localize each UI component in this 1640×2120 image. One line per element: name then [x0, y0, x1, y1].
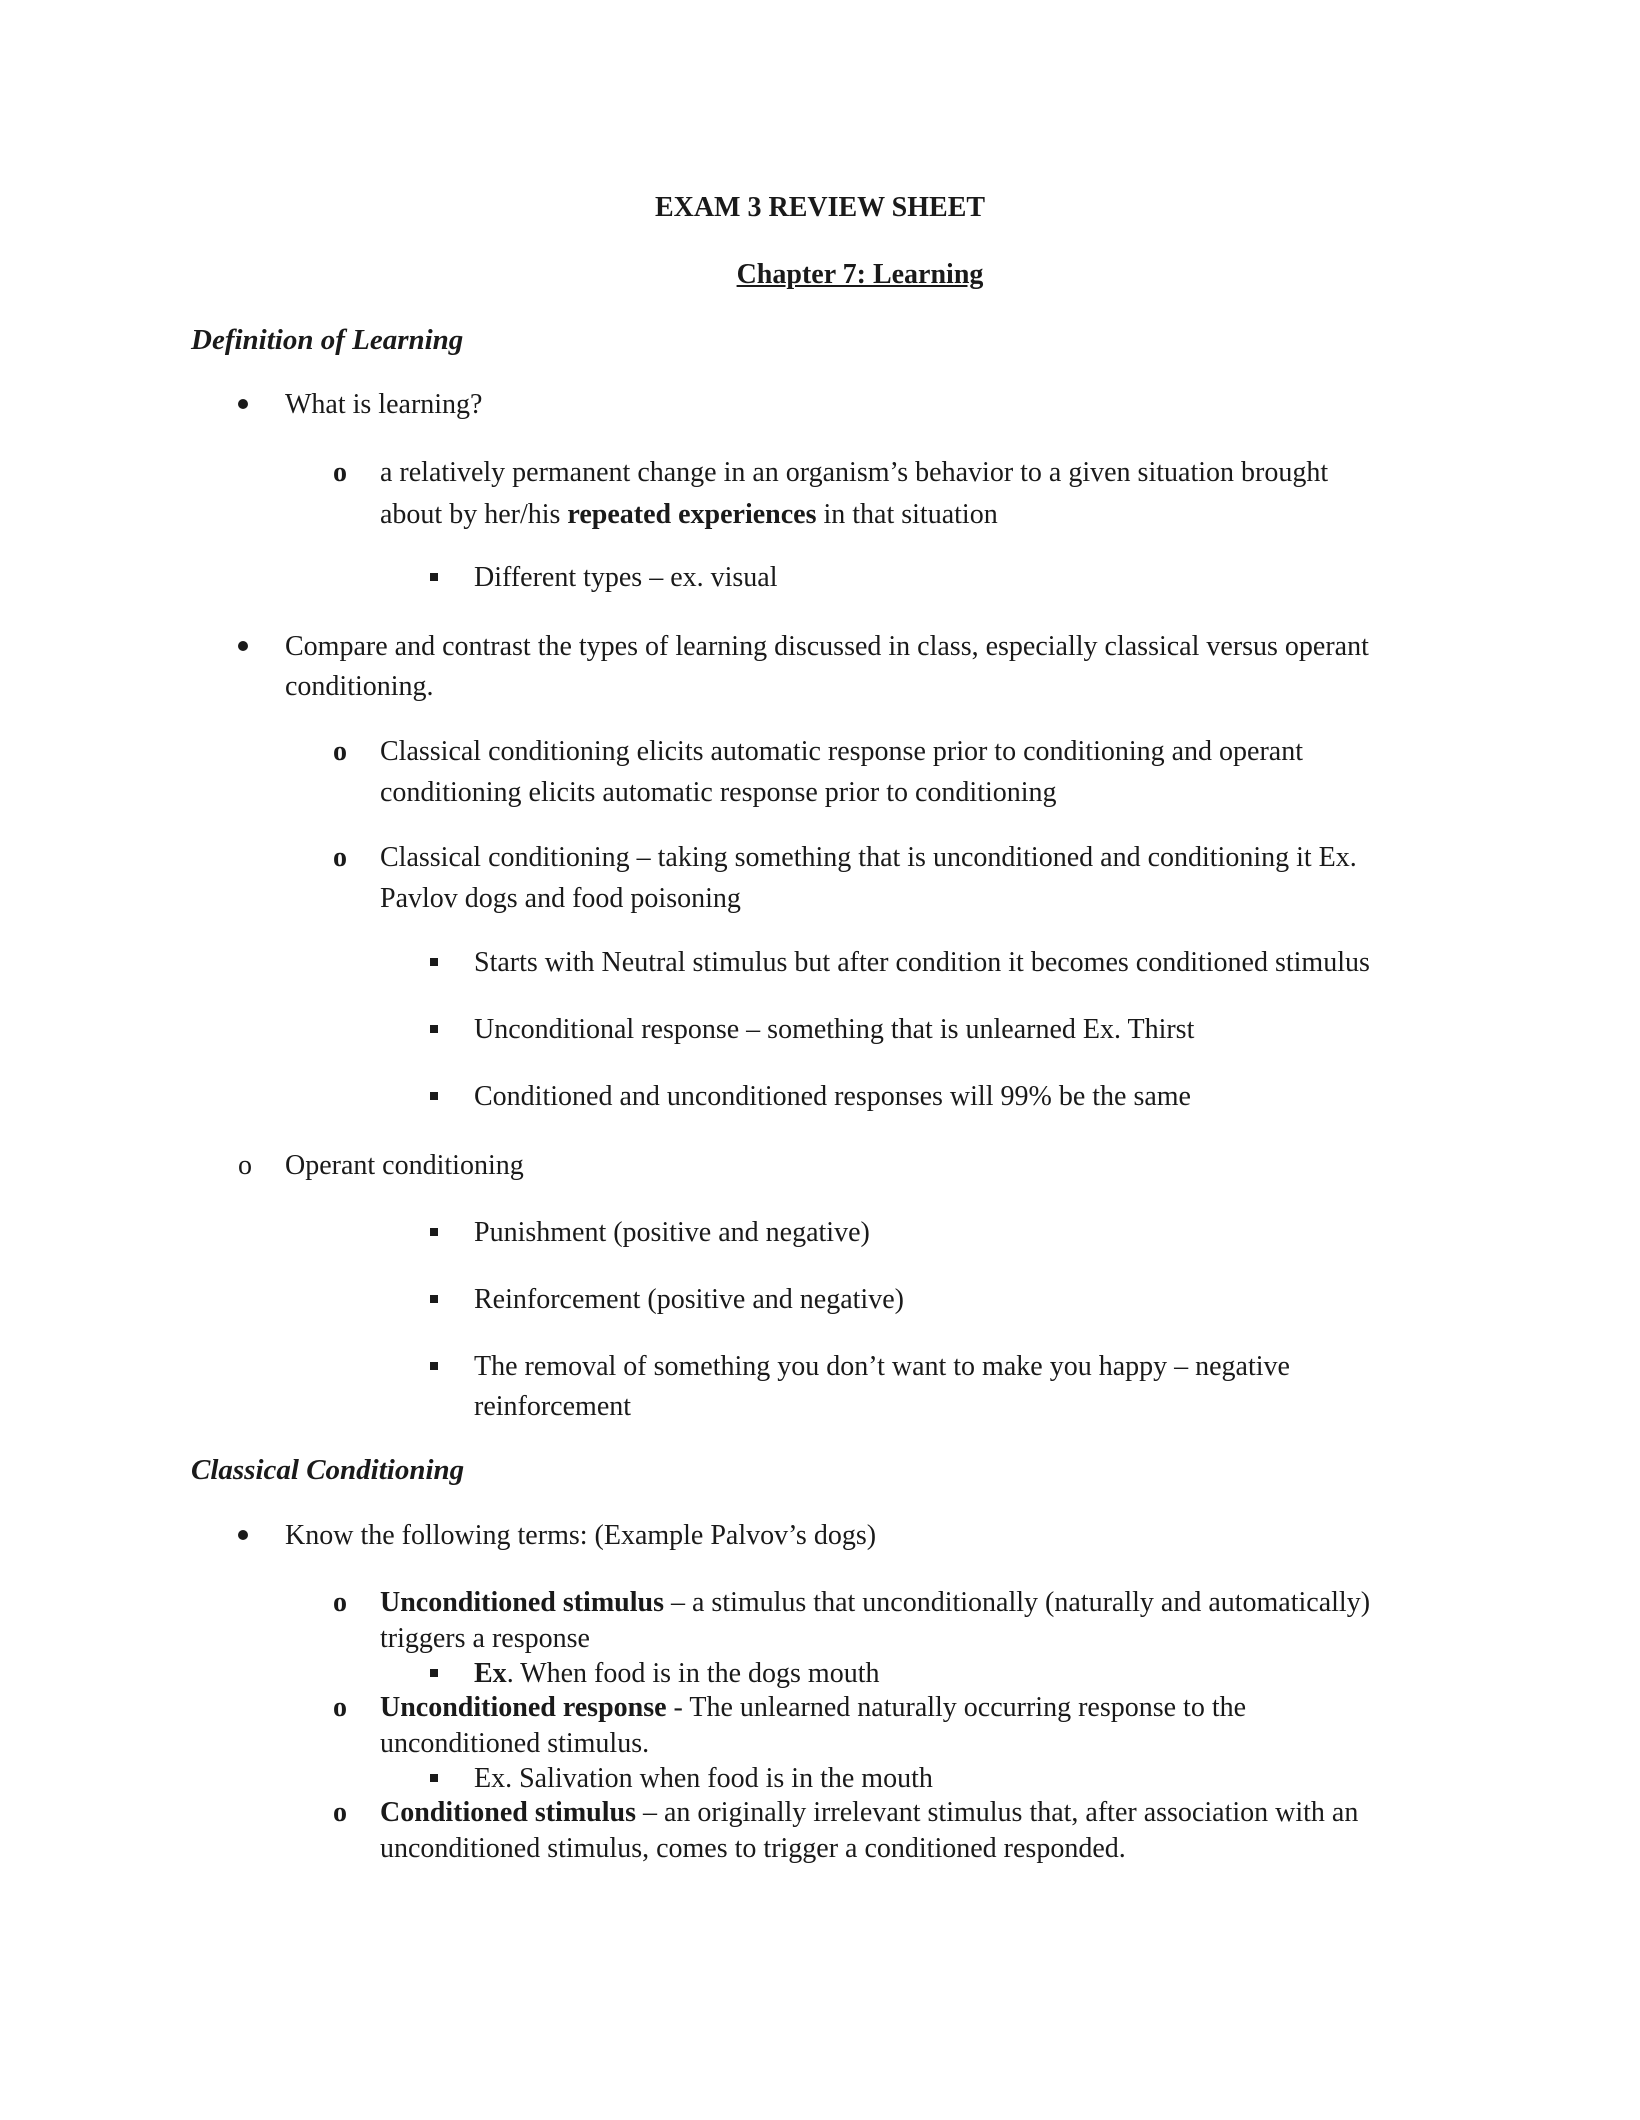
bullet-marker: [238, 399, 248, 409]
term-conditioned-stimulus-line-2: unconditioned stimulus, comes to trigger a conditioned responded.: [380, 1833, 1126, 1864]
item-removal-line-2: reinforcement: [474, 1391, 632, 1422]
square-marker: [430, 1228, 438, 1236]
section-heading-definition: Definition of Learning: [191, 324, 464, 356]
example-food-in-mouth: [474, 1656, 879, 1692]
square-marker: [430, 958, 438, 966]
definition-text-end: in that situation: [816, 499, 998, 530]
definition-bold-text: repeated experiences: [567, 499, 817, 530]
definition-line-2: [380, 494, 998, 536]
square-marker: [430, 1774, 438, 1782]
example-salivation: Ex. Salivation when food is in the mouth: [474, 1763, 933, 1794]
item-different-types: Different types – ex. visual: [474, 562, 778, 593]
sub-bullet-marker: o: [333, 457, 347, 488]
example-text: . When food is in the dogs mouth: [506, 1658, 880, 1689]
bullet-compare-line-1: Compare and contrast the types of learning discussed in class, especially classical versus operant: [285, 631, 1369, 662]
item-classical-line-2: Pavlov dogs and food poisoning: [380, 883, 741, 914]
item-unconditional-response: Unconditional response – something that is unlearned Ex. Thirst: [474, 1014, 1195, 1045]
bullet-marker: [238, 641, 248, 651]
term-definition: – a stimulus that unconditionally (naturally and automatically): [663, 1587, 1371, 1618]
square-marker: [430, 1669, 438, 1677]
chapter-title: Chapter 7: Learning: [736, 259, 984, 290]
item-elicits-line-1: Classical conditioning elicits automatic response prior to conditioning and operant: [380, 736, 1304, 767]
sub-bullet-marker: o: [238, 1150, 252, 1181]
sub-bullet-marker: o: [333, 842, 347, 873]
term-unconditioned-response-line-2: unconditioned stimulus.: [380, 1728, 650, 1759]
term-label: Unconditioned stimulus: [380, 1587, 664, 1618]
square-marker: [430, 573, 438, 581]
term-definition: – an originally irrelevant stimulus that, after association with an: [635, 1797, 1359, 1828]
bullet-compare-line-2: conditioning.: [285, 671, 434, 702]
item-reinforcement: Reinforcement (positive and negative): [474, 1284, 904, 1315]
item-classical-line-1: Classical conditioning – taking something that is unconditioned and conditioning it Ex.: [380, 842, 1357, 873]
sub-bullet-marker: o: [333, 1692, 347, 1723]
sub-bullet-marker: o: [333, 1797, 347, 1828]
sub-bullet-marker: o: [333, 736, 347, 767]
sub-bullet-marker: o: [333, 1587, 347, 1618]
definition-text: about by her/his: [380, 499, 568, 530]
term-definition: - The unlearned naturally occurring response to the: [666, 1692, 1247, 1723]
item-punishment: Punishment (positive and negative): [474, 1217, 870, 1248]
page-title: EXAM 3 REVIEW SHEET: [654, 192, 986, 223]
term-label: Conditioned stimulus: [380, 1797, 636, 1828]
square-marker: [430, 1295, 438, 1303]
example-label: Ex: [474, 1658, 507, 1689]
square-marker: [430, 1025, 438, 1033]
bullet-know-terms: Know the following terms: (Example Palvov’s dogs): [285, 1520, 877, 1551]
definition-line-1: a relatively permanent change in an organism’s behavior to a given situation brought: [380, 457, 1329, 488]
square-marker: [430, 1092, 438, 1100]
item-operant-conditioning: Operant conditioning: [285, 1150, 524, 1181]
item-neutral-stimulus: Starts with Neutral stimulus but after condition it becomes conditioned stimulus: [474, 947, 1370, 978]
term-unconditioned-stimulus-line-2: triggers a response: [380, 1623, 590, 1654]
term-label: Unconditioned response: [380, 1692, 667, 1723]
bullet-marker: [238, 1530, 248, 1540]
item-elicits-line-2: conditioning elicits automatic response prior to conditioning: [380, 777, 1057, 808]
bullet-what-is-learning: What is learning?: [285, 389, 483, 420]
term-unconditioned-response: [380, 1690, 1246, 1726]
term-unconditioned-stimulus: [380, 1585, 1370, 1621]
square-marker: [430, 1362, 438, 1370]
item-same-responses: Conditioned and unconditioned responses will 99% be the same: [474, 1081, 1191, 1112]
term-conditioned-stimulus: [380, 1795, 1358, 1831]
item-removal-line-1: The removal of something you don’t want to make you happy – negative: [474, 1351, 1290, 1382]
section-heading-classical: Classical Conditioning: [191, 1454, 465, 1486]
